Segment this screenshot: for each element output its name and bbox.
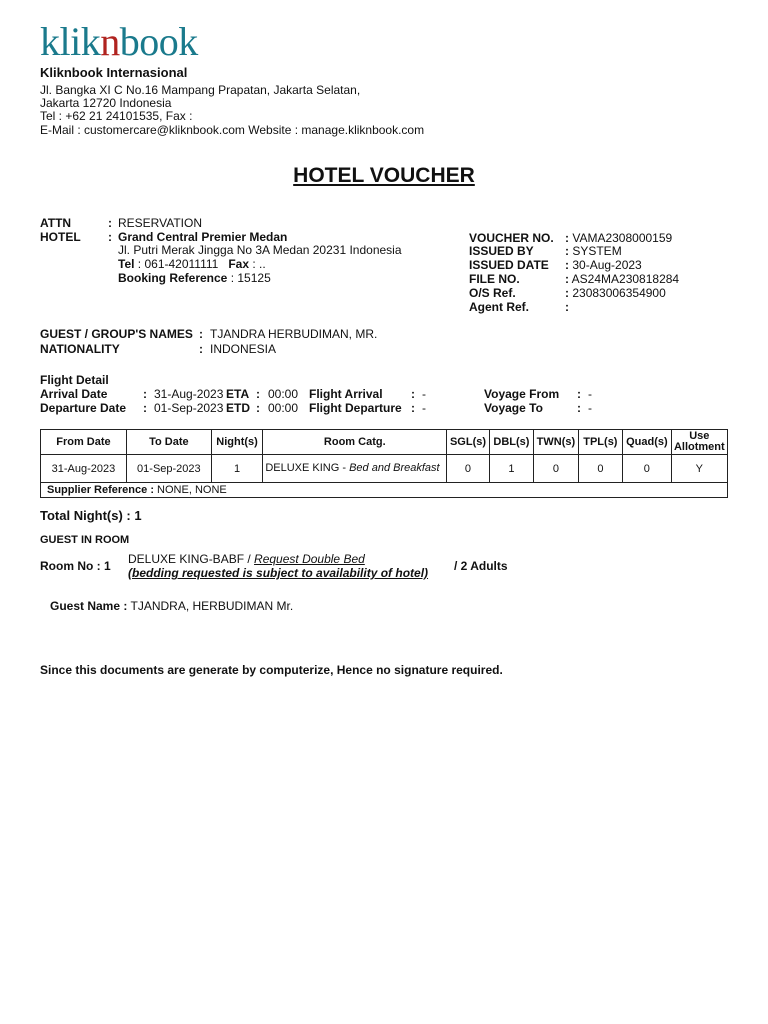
nationality-value: INDONESIA [210,342,277,356]
room-table [40,429,728,498]
departure-date-label: Departure Date [40,401,127,415]
header-sgl: SGL(s) [447,430,489,455]
hotel-name: Grand Central Premier Medan [118,230,288,244]
hotel-tel-value: : 061-42011111 [137,257,219,271]
cell-room-catg-main: DELUXE KING - [265,462,350,474]
voyage-to-value: - [588,401,592,415]
etd-label: ETD [226,401,250,415]
room-type: DELUXE KING-BABF / [128,552,251,566]
adults-count: / 2 Adults [454,559,508,573]
os-ref-value: 23083006354900 [572,286,666,300]
voucher-no-label: VOUCHER NO. [469,231,554,245]
supplier-reference-row [41,483,728,498]
eta-label: ETA [226,387,250,401]
cell-quad: 0 [623,455,672,483]
supplier-reference-label: Supplier Reference : [47,484,154,496]
arrival-date-colon: : [143,387,147,401]
eta-colon: : [256,387,260,401]
etd-colon: : [256,401,260,415]
os-ref-label: O/S Ref. [469,286,516,300]
supplier-reference-cell [41,483,728,498]
page-title: HOTEL VOUCHER [293,164,475,187]
cell-sgl: 0 [447,455,489,483]
flight-arrival-colon: : [411,387,415,401]
flight-detail-heading: Flight Detail [40,373,109,387]
logo-part-2: n [100,19,120,64]
cell-twn: 0 [534,455,578,483]
agent-ref-value-line: : [565,300,569,314]
booking-reference-label: Booking Reference [118,271,228,285]
arrival-date-value: 31-Aug-2023 [154,387,224,401]
voyage-from-value: - [588,387,592,401]
guest-name-label: Guest Name : [50,599,128,613]
flight-arrival-label: Flight Arrival [309,387,383,401]
file-no-value-line: : AS24MA230818284 [565,272,680,286]
hotel-tel-label: Tel [118,257,135,271]
voyage-from-label: Voyage From [484,387,560,401]
attn-value: RESERVATION [118,216,203,230]
company-name: Kliknbook Internasional [40,65,188,80]
cell-from-date: 31-Aug-2023 [41,455,127,483]
departure-date-value: 01-Sep-2023 [154,401,224,415]
issued-date-value-line: : 30-Aug-2023 [565,258,642,272]
total-nights: Total Night(s) : 1 [40,508,142,523]
header-quad: Quad(s) [623,430,672,455]
issued-date-label: ISSUED DATE [469,258,549,272]
hotel-tel-line [118,257,266,271]
hotel-fax-value: : .. [252,257,266,271]
header-to-date: To Date [126,430,211,455]
attn-label: ATTN [40,216,72,230]
flight-arrival-value: - [422,387,426,401]
header-use-allotment [671,430,727,455]
logo-part-1: klik [40,19,101,64]
no-signature-note: Since this documents are generate by computerize, Hence no signature required. [40,663,503,677]
etd-value: 00:00 [268,401,299,415]
agent-ref-label: Agent Ref. [469,300,529,314]
cell-nights: 1 [211,455,263,483]
guest-in-room-heading: GUEST IN ROOM [40,534,130,546]
nationality-colon: : [199,342,203,356]
company-address-2: Jakarta 12720 Indonesia [40,96,172,110]
header-from-date: From Date [41,430,127,455]
guest-names-colon: : [199,327,203,341]
flight-departure-value: - [422,401,426,415]
issued-by-label: ISSUED BY [469,244,534,258]
guest-names-label: GUEST / GROUP'S NAMES [40,327,193,341]
supplier-reference-value: NONE, NONE [157,484,227,496]
voucher-no-value: VAMA2308000159 [572,231,673,245]
header-nights: Night(s) [211,430,263,455]
cell-to-date: 01-Sep-2023 [126,455,211,483]
issued-date-value: 30-Aug-2023 [572,258,642,272]
header-allotment: Allotment [673,441,725,453]
guest-name-value: TJANDRA, HERBUDIMAN Mr. [130,599,294,613]
kliknbook-logo [40,20,198,64]
room-table-header [41,430,728,455]
file-no-value: AS24MA230818284 [571,272,680,286]
cell-room-catg-board: Bed and Breakfast [349,462,440,474]
header-twn: TWN(s) [534,430,578,455]
header-tpl: TPL(s) [578,430,622,455]
logo-part-3: book [119,19,198,64]
file-no-label: FILE NO. [469,272,520,286]
guest-names-value: TJANDRA HERBUDIMAN, MR. [210,327,378,341]
table-row [41,455,728,483]
bed-request: Request Double Bed [254,552,365,566]
booking-reference-value: : 15125 [230,271,271,285]
hotel-fax-label: Fax [228,257,250,271]
eta-value: 00:00 [268,387,299,401]
cell-dbl: 1 [489,455,533,483]
voucher-no-value-line: : VAMA2308000159 [565,231,673,245]
cell-room-catg [263,455,447,483]
os-ref-value-line: : 23083006354900 [565,286,666,300]
company-address-1: Jl. Bangka XI C No.16 Mampang Prapatan, Jakarta Selatan, [40,83,361,97]
header-room-catg: Room Catg. [263,430,447,455]
hotel-address: Jl. Putri Merak Jingga No 3A Medan 20231 Indonesia [118,243,402,257]
room-type-line [128,552,365,566]
attn-colon: : [108,216,112,230]
header-dbl: DBL(s) [489,430,533,455]
cell-tpl: 0 [578,455,622,483]
issued-by-value: SYSTEM [572,244,622,258]
issued-by-value-line: : SYSTEM [565,244,622,258]
hotel-colon: : [108,230,112,244]
hotel-label: HOTEL [40,230,81,244]
header-use: Use [689,430,710,442]
flight-departure-label: Flight Departure [309,401,402,415]
company-email: E-Mail : customercare@kliknbook.com Website : manage.kliknbook.com [40,123,425,137]
flight-departure-colon: : [411,401,415,415]
cell-use-allotment: Y [671,455,727,483]
bedding-note: (bedding requested is subject to availability of hotel) [128,566,429,580]
arrival-date-label: Arrival Date [40,387,108,401]
guest-name-line [50,599,293,613]
voyage-to-colon: : [577,401,581,415]
departure-date-colon: : [143,401,147,415]
nationality-label: NATIONALITY [40,342,120,356]
room-no: Room No : 1 [40,559,111,573]
voyage-to-label: Voyage To [484,401,543,415]
company-tel: Tel : +62 21 24101535, Fax : [40,109,193,123]
booking-reference-line [118,271,271,285]
voyage-from-colon: : [577,387,581,401]
